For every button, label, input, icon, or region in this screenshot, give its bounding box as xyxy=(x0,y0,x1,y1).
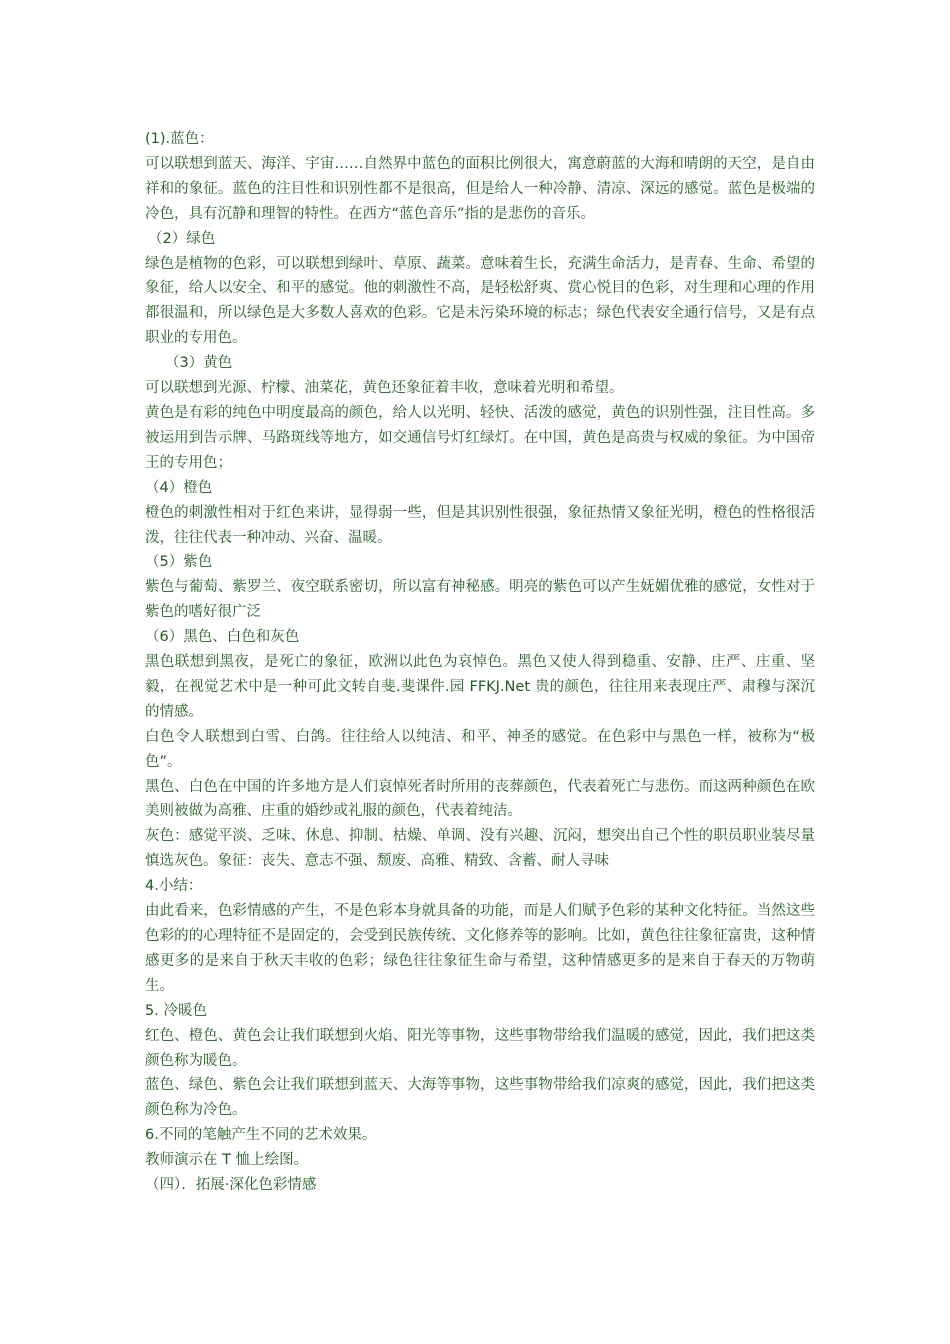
heading-warm-cool: 5. 冷暖色 xyxy=(145,1002,207,1019)
paragraph-green: 绿色是植物的色彩，可以联想到绿叶、草原、蔬菜。意味着生长，充满生命活力，是青春、生命、希望的象征，给人以安全、和平的感觉。他的刺激性不高，是轻松舒爽、赏心悦目的色彩，对生理和心理的作用都很温和，所以绿色是大多数人喜欢的色彩。它是未污染环境的标志；绿色代表安全通行信号，又是有点职业的专用色。 xyxy=(145,255,815,347)
paragraph-warm: 红色、橙色、黄色会让我们联想到火焰、阳光等事物，这些事物带给我们温暖的感觉，因此，我们把这类颜色称为暖色。 xyxy=(145,1027,815,1069)
heading-blue: (1).蓝色： xyxy=(145,131,214,147)
paragraph-black-white: 黑色、白色在中国的许多地方是人们哀悼死者时所用的丧葬颜色，代表着死亡与悲伤。而这两种颜色在欧美则被做为高雅、庄重的婚纱或礼服的颜色，代表着纯洁。 xyxy=(145,778,815,820)
heading-brushstrokes: 6.不同的笔触产生不同的艺术效果。 xyxy=(145,1127,377,1144)
paragraph-orange: 橙色的刺激性相对于红色来讲，显得弱一些，但是其识别性很强，象征热情又象征光明，橙色的性格很活泼，往往代表一种冲动、兴奋、温暖。 xyxy=(145,504,815,546)
paragraph-cool: 蓝色、绿色、紫色会让我们联想到蓝天、大海等事物，这些事物带给我们凉爽的感觉，因此，我们把这类颜色称为冷色。 xyxy=(145,1077,815,1119)
paragraph-gray: 灰色：感觉平淡、乏味、休息、抑制、枯燥、单调、没有兴趣、沉闷，想突出自己个性的职员职业装尽量慎选灰色。象征：丧失、意志不强、颓废、高雅、精致、含蓄、耐人寻味 xyxy=(145,828,815,870)
heading-summary: 4.小结： xyxy=(145,878,203,895)
heading-green: （2）绿色 xyxy=(148,230,216,247)
paragraph-purple: 紫色与葡萄、紫罗兰、夜空联系密切，所以富有神秘感。明亮的紫色可以产生妩媚优雅的感觉，女性对于紫色的嗜好很广泛 xyxy=(145,579,815,621)
heading-orange: （4）橙色 xyxy=(145,479,213,496)
paragraph-demo: 教师演示在 T 恤上绘图。 xyxy=(145,1152,309,1169)
heading-extension: （四）．拓展·深化色彩情感 xyxy=(145,1177,317,1194)
paragraph-blue: 可以联想到蓝天、海洋、宇宙……自然界中蓝色的面积比例很大，寓意蔚蓝的大海和晴朗的天空，是自由祥和的象征。蓝色的注目性和识别性都不是很高，但是给人一种冷静、清凉、深远的感觉。蓝色是极端的冷色，具有沉静和理智的特性。在西方“蓝色音乐”指的是悲伤的音乐。 xyxy=(145,155,815,222)
heading-purple: （5）紫色 xyxy=(145,554,213,571)
heading-yellow: （3）黄色 xyxy=(165,355,233,372)
paragraph-yellow-2: 黄色是有彩的纯色中明度最高的颜色，给人以光明、轻快、活泼的感觉，黄色的识别性强，注目性高。多被运用到告示牌、马路斑线等地方，如交通信号灯红绿灯。在中国，黄色是高贵与权威的象征。为中国帝王的专用色； xyxy=(145,404,815,471)
paragraph-black: 黑色联想到黑夜，是死亡的象征，欧洲以此色为哀悼色。黑色又使人得到稳重、安静、庄严、庄重、坚毅，在视觉艺术中是一种可此文转自斐.斐课件.园 FFKJ.Net 贵的颜色，往往用来表现庄严、肃穆与深沉的情感。 xyxy=(145,654,815,720)
heading-black-white-gray: （6）黑色、白色和灰色 xyxy=(145,629,300,646)
paragraph-yellow-1: 可以联想到光源、柠檬、油菜花，黄色还象征着丰收，意味着光明和希望。 xyxy=(145,380,624,397)
document-body xyxy=(145,127,815,1198)
paragraph-summary: 由此看来，色彩情感的产生，不是色彩本身就具备的功能，而是人们赋予色彩的某种文化特征。当然这些色彩的的心理特征不是固定的，会受到民族传统、文化修养等的影响。比如，黄色往往象征富贵，这种情感更多的是来自于秋天丰收的色彩；绿色往往象征生命与希望，这种情感更多的是来自于春天的万物萌生。 xyxy=(145,903,815,994)
paragraph-white: 白色令人联想到白雪、白鸽。往往给人以纯洁、和平、神圣的感觉。在色彩中与黑色一样，被称为“极色”。 xyxy=(145,728,815,770)
